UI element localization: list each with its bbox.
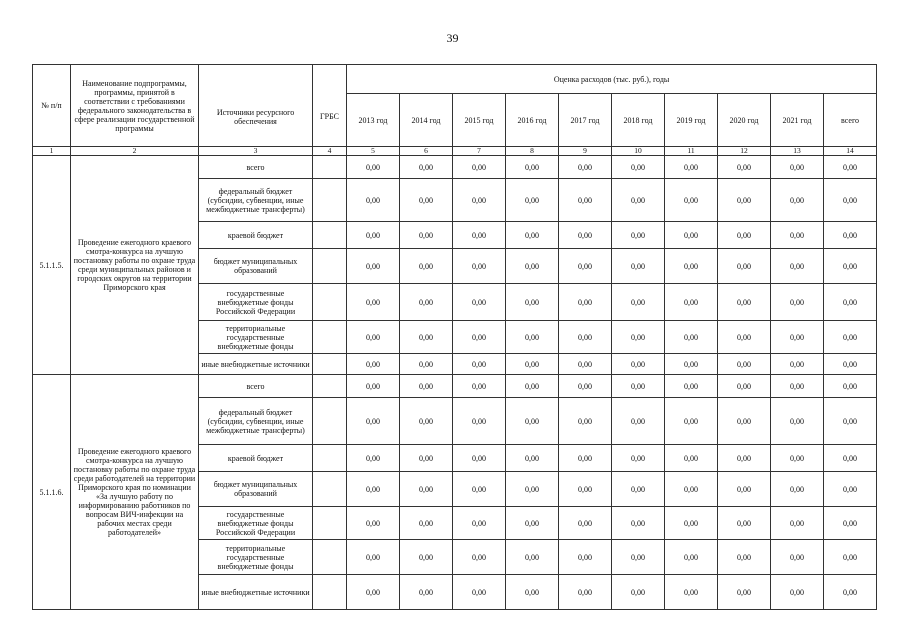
year-value: 0,00: [665, 222, 718, 249]
item-code: 5.1.1.5.: [33, 156, 71, 375]
year-value: 0,00: [400, 472, 453, 507]
year-value: 0,00: [718, 375, 771, 398]
year-value: 0,00: [347, 507, 400, 540]
column-number: 11: [665, 147, 718, 156]
grbs-cell: [313, 354, 347, 375]
year-value: 0,00: [559, 398, 612, 445]
funding-source: бюджет муниципальных образований: [199, 249, 313, 284]
total-value: 0,00: [824, 354, 877, 375]
grbs-cell: [313, 156, 347, 179]
year-value: 0,00: [506, 179, 559, 222]
year-value: 0,00: [771, 156, 824, 179]
year-value: 0,00: [612, 507, 665, 540]
year-value: 0,00: [718, 398, 771, 445]
year-value: 0,00: [612, 156, 665, 179]
funding-source: федеральный бюджет (субсидии, субвенции, иные межбюджетные трансферты): [199, 398, 313, 445]
col-grbs-header: ГРБС: [313, 65, 347, 147]
total-value: 0,00: [824, 540, 877, 575]
year-value: 0,00: [718, 354, 771, 375]
year-value: 0,00: [771, 222, 824, 249]
year-value: 0,00: [506, 249, 559, 284]
year-value: 0,00: [665, 575, 718, 610]
total-value: 0,00: [824, 472, 877, 507]
col-name-header: Наименование подпрограммы, программы, принятой в соответствии с требованиями федерального законодательства в сфере реализации государственной программы: [71, 65, 199, 147]
year-value: 0,00: [718, 575, 771, 610]
column-number: 9: [559, 147, 612, 156]
column-number: 5: [347, 147, 400, 156]
table-body: [33, 156, 877, 610]
year-value: 0,00: [665, 284, 718, 321]
column-number: 14: [824, 147, 877, 156]
funding-source: территориальные государственные внебюджетные фонды: [199, 540, 313, 575]
year-value: 0,00: [718, 249, 771, 284]
header-row-top: [33, 65, 877, 94]
year-header: 2013 год: [347, 94, 400, 147]
budget-table: [32, 64, 877, 610]
year-header: 2015 год: [453, 94, 506, 147]
year-value: 0,00: [453, 249, 506, 284]
funding-source: территориальные государственные внебюджетные фонды: [199, 321, 313, 354]
year-value: 0,00: [559, 472, 612, 507]
year-value: 0,00: [559, 249, 612, 284]
year-value: 0,00: [347, 575, 400, 610]
year-value: 0,00: [771, 540, 824, 575]
year-value: 0,00: [771, 472, 824, 507]
col-num-header: № п/п: [33, 65, 71, 147]
year-value: 0,00: [347, 398, 400, 445]
year-value: 0,00: [665, 375, 718, 398]
year-header: 2021 год: [771, 94, 824, 147]
funding-source: краевой бюджет: [199, 445, 313, 472]
year-value: 0,00: [665, 507, 718, 540]
year-value: 0,00: [347, 156, 400, 179]
year-value: 0,00: [718, 540, 771, 575]
year-value: 0,00: [453, 445, 506, 472]
total-value: 0,00: [824, 321, 877, 354]
table-row: [33, 156, 877, 179]
year-value: 0,00: [506, 472, 559, 507]
grbs-cell: [313, 249, 347, 284]
year-value: 0,00: [771, 445, 824, 472]
year-value: 0,00: [400, 540, 453, 575]
year-value: 0,00: [453, 575, 506, 610]
year-value: 0,00: [506, 575, 559, 610]
year-value: 0,00: [612, 249, 665, 284]
year-value: 0,00: [400, 354, 453, 375]
year-value: 0,00: [347, 375, 400, 398]
year-header: 2018 год: [612, 94, 665, 147]
year-value: 0,00: [453, 284, 506, 321]
year-value: 0,00: [771, 321, 824, 354]
grbs-cell: [313, 445, 347, 472]
grbs-cell: [313, 222, 347, 249]
year-value: 0,00: [559, 507, 612, 540]
column-number: 12: [718, 147, 771, 156]
year-value: 0,00: [347, 445, 400, 472]
col-estimate-header: Оценка расходов (тыс. руб.), годы: [347, 65, 877, 94]
year-value: 0,00: [718, 222, 771, 249]
year-value: 0,00: [612, 375, 665, 398]
column-number: 8: [506, 147, 559, 156]
year-value: 0,00: [347, 179, 400, 222]
total-header: всего: [824, 94, 877, 147]
total-value: 0,00: [824, 179, 877, 222]
year-value: 0,00: [665, 249, 718, 284]
year-value: 0,00: [559, 222, 612, 249]
year-value: 0,00: [400, 284, 453, 321]
year-value: 0,00: [559, 284, 612, 321]
grbs-cell: [313, 507, 347, 540]
grbs-cell: [313, 575, 347, 610]
year-value: 0,00: [665, 179, 718, 222]
year-value: 0,00: [559, 156, 612, 179]
column-number: 13: [771, 147, 824, 156]
year-value: 0,00: [665, 472, 718, 507]
column-number: 3: [199, 147, 313, 156]
funding-source: государственные внебюджетные фонды Российской Федерации: [199, 284, 313, 321]
funding-source: бюджет муниципальных образований: [199, 472, 313, 507]
year-value: 0,00: [400, 179, 453, 222]
funding-source: федеральный бюджет (субсидии, субвенции, иные межбюджетные трансферты): [199, 179, 313, 222]
year-value: 0,00: [612, 540, 665, 575]
year-value: 0,00: [506, 222, 559, 249]
grbs-cell: [313, 398, 347, 445]
year-value: 0,00: [453, 156, 506, 179]
page-number: 39: [446, 31, 459, 45]
column-number: 7: [453, 147, 506, 156]
grbs-cell: [313, 472, 347, 507]
year-value: 0,00: [612, 398, 665, 445]
year-value: 0,00: [453, 354, 506, 375]
year-value: 0,00: [665, 445, 718, 472]
total-value: 0,00: [824, 284, 877, 321]
year-value: 0,00: [559, 179, 612, 222]
year-value: 0,00: [453, 472, 506, 507]
year-value: 0,00: [506, 156, 559, 179]
year-header: 2020 год: [718, 94, 771, 147]
year-value: 0,00: [771, 507, 824, 540]
funding-source: всего: [199, 156, 313, 179]
year-value: 0,00: [718, 179, 771, 222]
year-value: 0,00: [612, 445, 665, 472]
year-header: 2014 год: [400, 94, 453, 147]
year-value: 0,00: [453, 321, 506, 354]
year-header: 2019 год: [665, 94, 718, 147]
total-value: 0,00: [824, 575, 877, 610]
year-value: 0,00: [400, 507, 453, 540]
year-header: 2017 год: [559, 94, 612, 147]
funding-source: иные внебюджетные источники: [199, 354, 313, 375]
year-value: 0,00: [453, 222, 506, 249]
total-value: 0,00: [824, 156, 877, 179]
year-value: 0,00: [559, 375, 612, 398]
year-value: 0,00: [347, 321, 400, 354]
year-value: 0,00: [506, 398, 559, 445]
grbs-cell: [313, 179, 347, 222]
total-value: 0,00: [824, 398, 877, 445]
year-value: 0,00: [506, 507, 559, 540]
total-value: 0,00: [824, 375, 877, 398]
year-value: 0,00: [612, 222, 665, 249]
year-value: 0,00: [347, 540, 400, 575]
grbs-cell: [313, 375, 347, 398]
column-number: 6: [400, 147, 453, 156]
funding-source: иные внебюджетные источники: [199, 575, 313, 610]
year-value: 0,00: [506, 540, 559, 575]
table-row: [33, 375, 877, 398]
year-value: 0,00: [771, 354, 824, 375]
year-value: 0,00: [665, 156, 718, 179]
year-value: 0,00: [559, 445, 612, 472]
year-value: 0,00: [718, 507, 771, 540]
year-value: 0,00: [559, 540, 612, 575]
year-value: 0,00: [771, 575, 824, 610]
total-value: 0,00: [824, 507, 877, 540]
year-value: 0,00: [612, 472, 665, 507]
funding-source: краевой бюджет: [199, 222, 313, 249]
year-value: 0,00: [771, 398, 824, 445]
total-value: 0,00: [824, 445, 877, 472]
year-value: 0,00: [612, 179, 665, 222]
year-value: 0,00: [506, 375, 559, 398]
column-number: 10: [612, 147, 665, 156]
year-value: 0,00: [771, 249, 824, 284]
year-value: 0,00: [347, 354, 400, 375]
year-value: 0,00: [665, 354, 718, 375]
year-value: 0,00: [718, 472, 771, 507]
year-value: 0,00: [400, 398, 453, 445]
year-value: 0,00: [453, 375, 506, 398]
year-value: 0,00: [347, 249, 400, 284]
total-value: 0,00: [824, 222, 877, 249]
item-title: Проведение ежегодного краевого смотра-конкурса на лучшую постановку работы по охране труда среди работодателей на территории Приморского края по номинации «За лучшую работу по информированию работников по вопросам ВИЧ-инфекции на рабочих местах среди работодателей»: [71, 375, 199, 610]
column-number: 1: [33, 147, 71, 156]
year-value: 0,00: [400, 375, 453, 398]
year-value: 0,00: [400, 575, 453, 610]
year-value: 0,00: [665, 398, 718, 445]
year-value: 0,00: [771, 375, 824, 398]
year-value: 0,00: [665, 540, 718, 575]
year-value: 0,00: [771, 179, 824, 222]
year-value: 0,00: [400, 222, 453, 249]
total-value: 0,00: [824, 249, 877, 284]
year-value: 0,00: [718, 284, 771, 321]
year-value: 0,00: [718, 321, 771, 354]
year-value: 0,00: [612, 321, 665, 354]
year-value: 0,00: [453, 179, 506, 222]
year-value: 0,00: [506, 321, 559, 354]
year-value: 0,00: [771, 284, 824, 321]
funding-source: всего: [199, 375, 313, 398]
grbs-cell: [313, 321, 347, 354]
funding-source: государственные внебюджетные фонды Российской Федерации: [199, 507, 313, 540]
year-value: 0,00: [453, 540, 506, 575]
grbs-cell: [313, 284, 347, 321]
year-value: 0,00: [347, 222, 400, 249]
year-value: 0,00: [559, 354, 612, 375]
year-value: 0,00: [559, 321, 612, 354]
year-value: 0,00: [665, 321, 718, 354]
year-value: 0,00: [718, 445, 771, 472]
item-code: 5.1.1.6.: [33, 375, 71, 610]
year-value: 0,00: [718, 156, 771, 179]
year-value: 0,00: [400, 156, 453, 179]
year-value: 0,00: [400, 445, 453, 472]
item-title: Проведение ежегодного краевого смотра-конкурса на лучшую постановку работы по охране труда среди муниципальных районов и городских округов на территории Приморского края: [71, 156, 199, 375]
year-value: 0,00: [453, 507, 506, 540]
column-number: 2: [71, 147, 199, 156]
col-source-header: Источники ресурсного обеспечения: [199, 65, 313, 147]
year-value: 0,00: [347, 472, 400, 507]
year-value: 0,00: [559, 575, 612, 610]
column-number: 4: [313, 147, 347, 156]
year-value: 0,00: [506, 354, 559, 375]
year-value: 0,00: [506, 445, 559, 472]
year-value: 0,00: [506, 284, 559, 321]
year-value: 0,00: [347, 284, 400, 321]
year-value: 0,00: [453, 398, 506, 445]
year-value: 0,00: [400, 321, 453, 354]
column-number-row: [33, 147, 877, 156]
year-value: 0,00: [612, 575, 665, 610]
year-value: 0,00: [612, 284, 665, 321]
grbs-cell: [313, 540, 347, 575]
year-value: 0,00: [400, 249, 453, 284]
year-header: 2016 год: [506, 94, 559, 147]
year-value: 0,00: [612, 354, 665, 375]
